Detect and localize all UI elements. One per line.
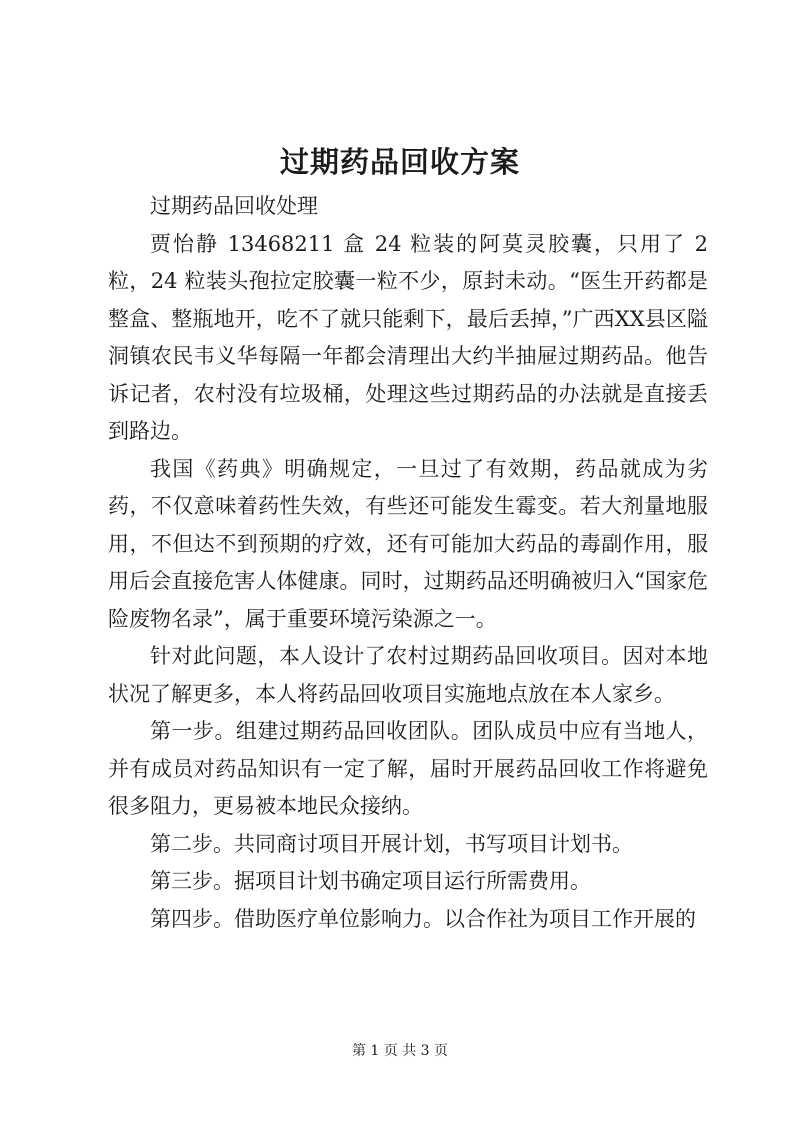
paragraph: 针对此问题，本人设计了农村过期药品回收项目。因对本地状况了解更多，本人将药品回收项目实施地点放在本人家乡。 bbox=[108, 644, 708, 706]
document-title: 过期药品回收方案 bbox=[279, 145, 520, 179]
document-body bbox=[108, 188, 708, 938]
paragraph-step-4: 第四步。借助医疗单位影响力。以合作社为项目工作开展的 bbox=[150, 906, 696, 931]
paragraph-step-3: 第三步。据项目计划书确定项目运行所需费用。 bbox=[150, 869, 591, 893]
paragraph-subtitle: 过期药品回收处理 bbox=[150, 194, 318, 218]
paragraph: 贾怡静 13468211 盒 24 粒装的阿莫灵胶囊，只用了 2 粒，24 粒装头孢拉定胶囊一粒不少，原封未动。“医生开药都是整盒、整瓶地开，吃不了就只能剩下，最后丢掉，”广西XX县区隘洞镇农民韦义华每隔一年都会清理出大约半抽屉过期药品。他告诉记者，农村没有垃圾桶，处理这些过期药品的办法就是直接丢到路边。 bbox=[108, 231, 708, 443]
paragraph-step-1: 第一步。组建过期药品回收团队。团队成员中应有当地人，并有成员对药品知识有一定了解，届时开展药品回收工作将避免很多阻力，更易被本地民众接纳。 bbox=[108, 719, 708, 818]
paragraph-step-2: 第二步。共同商讨项目开展计划，书写项目计划书。 bbox=[150, 831, 633, 856]
page-footer: 第 1 页 共 3 页 bbox=[351, 1043, 449, 1059]
paragraph: 我国《药典》明确规定，一旦过了有效期，药品就成为劣药，不仅意味着药性失效，有些还可能发生霉变。若大剂量地服用，不但达不到预期的疗效，还有可能加大药品的毒副作用，服用后会直接危害人体健康。同时，过期药品还明确被归入“国家危险废物名录”，属于重要环境污染源之一。 bbox=[108, 456, 708, 631]
